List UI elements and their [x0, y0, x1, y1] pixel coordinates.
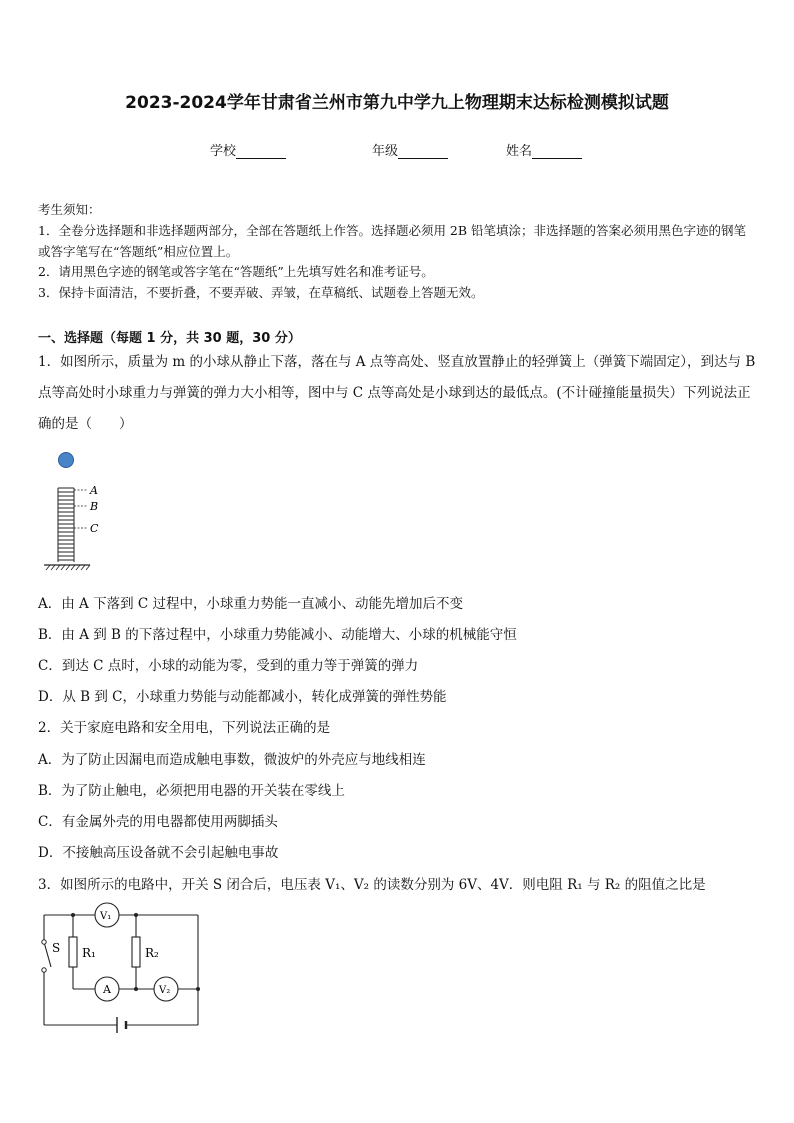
- resistor-r2: [132, 937, 140, 967]
- question-1-stem: 1．如图所示，质量为 m 的小球从静止下落，落在与 A 点等高处、竖直放置静止的轻弹簧上（弹簧下端固定），到达与 B 点等高处时小球重力与弹簧的弹力大小相等，图中与 C 点等高处是小球到达的最低点。(不计碰撞能量损失）下列说法正确的是（ ）: [38, 354, 756, 432]
- notice-item-3: 3．保持卡面清洁，不要折叠，不要弄破、弄皱，在草稿纸、试题卷上答题无效。: [38, 285, 484, 300]
- spring-figure: [38, 448, 128, 574]
- school-field[interactable]: [210, 140, 286, 159]
- notice-item-2: 2．请用黑色字迹的钢笔或答字笔在“答题纸”上先填写姓名和准考证号。: [38, 264, 434, 279]
- q1-option-d[interactable]: D．从 B 到 C，小球重力势能与动能都减小，转化成弹簧的弹性势能: [38, 689, 447, 705]
- label-a-meter: A: [103, 983, 111, 996]
- circuit-figure: [34, 900, 209, 1040]
- name-field[interactable]: [506, 140, 582, 159]
- q2-option-a[interactable]: A．为了防止因漏电而造成触电事数，微波炉的外壳应与地线相连: [38, 752, 426, 768]
- school-label: 学校: [210, 144, 237, 159]
- q1-option-c[interactable]: C．到达 C 点时，小球的动能为零，受到的重力等于弹簧的弹力: [38, 658, 419, 674]
- grade-label: 年级: [372, 144, 399, 159]
- resistor-r1: [69, 937, 77, 967]
- label-s: S: [52, 941, 61, 955]
- q1-option-b[interactable]: B．由 A 到 B 的下落过程中，小球重力势能减小、动能增大、小球的机械能守恒: [38, 627, 517, 643]
- q2-option-d[interactable]: D．不接触高压设备就不会引起触电事故: [38, 845, 279, 861]
- name-label: 姓名: [506, 144, 533, 159]
- label-r1: R₁: [82, 946, 96, 960]
- question-2-stem: 2．关于家庭电路和安全用电，下列说法正确的是: [38, 720, 331, 736]
- section-heading: 一、选择题（每题 1 分，共 30 题，30 分）: [38, 331, 301, 346]
- q2-option-b[interactable]: B．为了防止触电，必须把用电器的开关装在零线上: [38, 783, 345, 799]
- label-r2: R₂: [145, 946, 159, 960]
- spring-coils: [58, 488, 74, 562]
- page-title: 2023-2024学年甘肃省兰州市第九中学九上物理期末达标检测模拟试题: [125, 93, 669, 113]
- notice-heading: 考生须知：: [38, 202, 101, 217]
- label-v1: V₁: [100, 911, 112, 922]
- label-v2: V₂: [159, 985, 171, 996]
- question-3-stem: 3．如图所示的电路中，开关 S 闭合后，电压表 V₁、V₂ 的读数分别为 6V、4V．则电阻 R₁ 与 R₂ 的阻值之比是: [38, 877, 706, 893]
- label-a: A: [90, 484, 98, 497]
- label-b: B: [90, 500, 99, 513]
- notice-item-1: 1．全卷分选择题和非选择题两部分，全部在答题纸上作答。选择题必须用 2B 铅笔填涂；非选择题的答案必须用黑色字迹的钢笔或答字笔写在“答题纸”相应位置上。: [38, 223, 747, 259]
- grade-field[interactable]: [372, 140, 448, 159]
- q1-option-a[interactable]: A．由 A 下落到 C 过程中，小球重力势能一直减小、动能先增加后不变: [38, 596, 463, 612]
- label-c: C: [90, 522, 99, 535]
- q2-option-c[interactable]: C．有金属外壳的用电器都使用两脚插头: [38, 814, 278, 830]
- ball: [59, 453, 74, 468]
